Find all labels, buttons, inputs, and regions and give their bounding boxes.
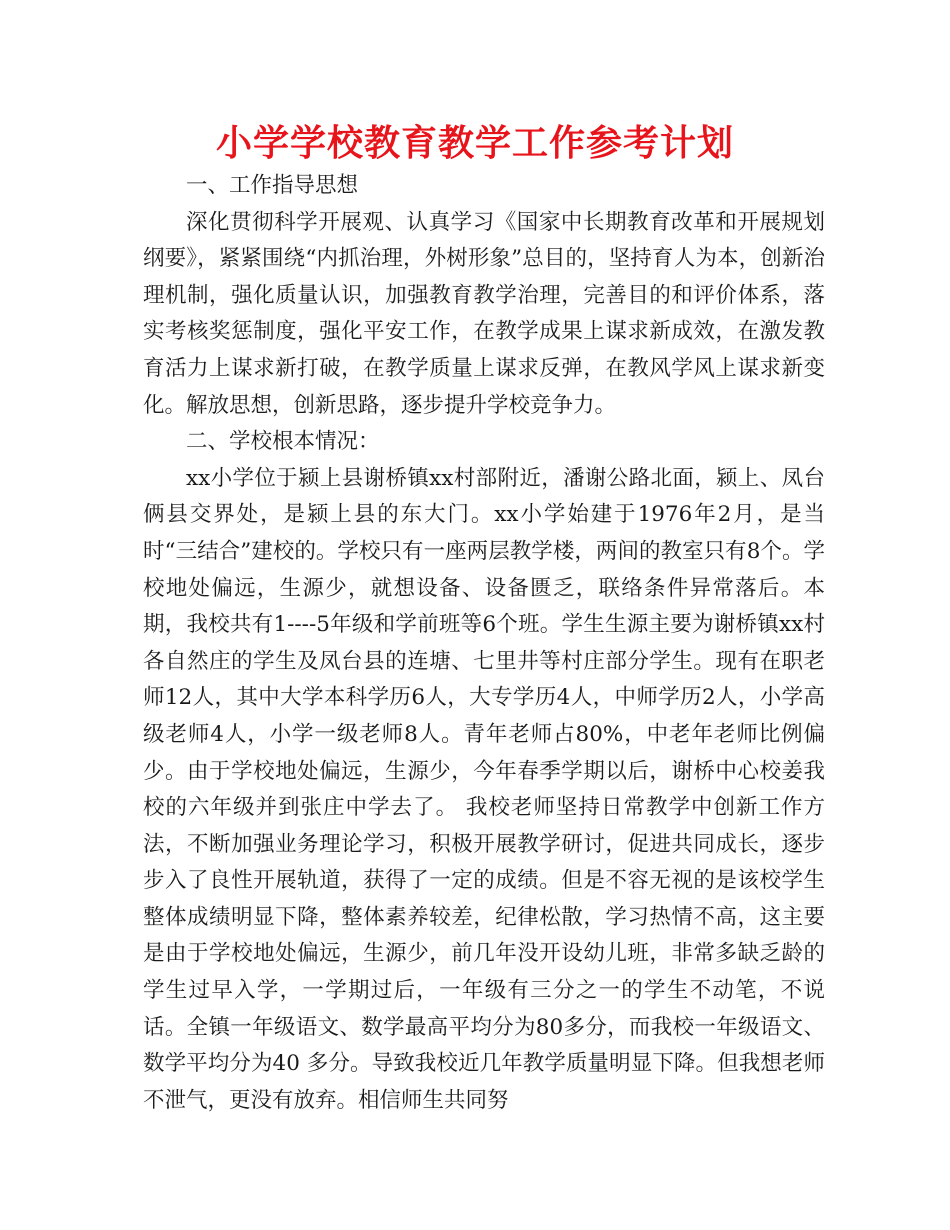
section-heading-school-basics: 二、学校根本情况： [186, 429, 380, 455]
section-heading-guiding-thought: 一、工作指导思想 [186, 173, 359, 198]
document-body [143, 168, 825, 1119]
document-title: 小学学校教育教学工作参考计划 [215, 123, 734, 164]
paragraph-guiding-thought: 深化贯彻科学开展观、认真学习《国家中长期教育改革和开展规划纲要》，紧紧围绕“内抓治理，外树形象”总目的，坚持育人为本，创新治理机制，强化质量认识，加强教育教学治理，完善目的和评价体系，落实考核奖惩制度，强化平安工作，在教学成果上谋求新成效，在激发教育活力上谋求新打破，在教学质量上谋求反弹，在教风学风上谋求新变化。解放思想，创新思路，逐步提升学校竞争力。 [143, 209, 825, 418]
paragraph-school-basics: xx小学位于颍上县谢桥镇xx村部附近，潘谢公路北面，颍上、凤台俩县交界处，是颍上县的东大门。xx小学始建于1976年2月，是当时“三结合”建校的。学校只有一座两层教学楼，两间的教室只有8个。学校地处偏远，生源少，就想设备、设备匮乏，联络条件异常落后。本期，我校共有1----5年级和学前班等6个班。学生生源主要为谢桥镇xx村各自然庄的学生及凤台县的连塘、七里井等村庄部分学生。现有在职老师12人，其中大学本科学历6人，大专学历4人，中师学历2人，小学高级老师4人，小学一级老师8人。青年老师占80%，中老年老师比例偏少。由于学校地处偏远，生源少，今年春季学期以后，谢桥中心校姜我校的六年级并到张庄中学去了。 我校老师坚持日常教学中创新工作方法，不断加强业务理论学习，积极开展教学研讨，促进共同成长，逐步步入了良性开展轨道，获得了一定的成绩。但是不容无视的是该校学生整体成绩明显下降，整体素养较差，纪律松散，学习热情不高，这主要是由于学校地处偏远，生源少，前几年没开设幼儿班，非常多缺乏龄的学生过早入学，一学期过后，一年级有三分之一的学生不动笔，不说话。全镇一年级语文、数学最高平均分为80多分，而我校一年级语文、数学平均分为40 多分。导致我校近几年教学质量明显下降。但我想老师不泄气，更没有放弃。相信师生共同努 [143, 465, 825, 1113]
